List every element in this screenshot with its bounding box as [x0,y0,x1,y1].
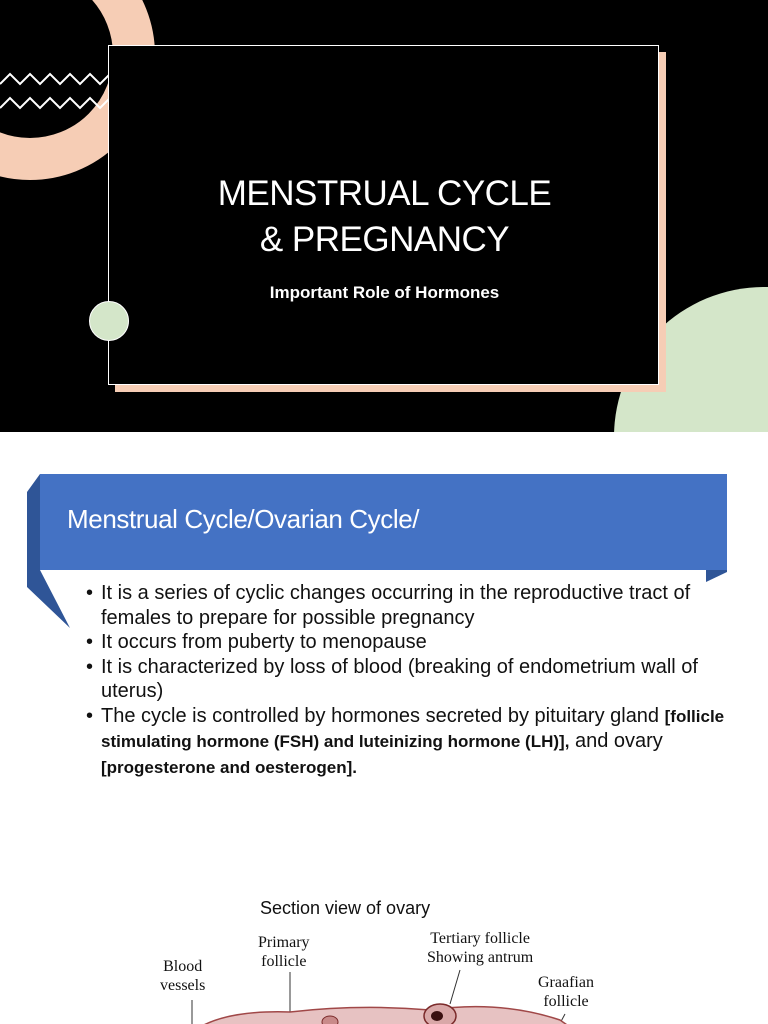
bullet-item: • It is characterized by loss of blood (breaking of endometrium wall of uterus) [86,655,726,704]
zigzag-decoration [0,66,110,116]
title-slide [0,0,768,432]
bullet-item-hormones [86,704,726,781]
bullet-list [86,581,726,780]
bullet-text: and ovary [569,730,663,752]
small-sage-circle-decoration [89,301,129,341]
label-graafian-follicle: Graafian follicle [538,974,594,1010]
content-slide [0,432,768,1024]
slide-title [109,171,660,263]
label-tertiary-follicle: Tertiary follicle Showing antrum [427,930,534,966]
label-primary-follicle: Primary follicle [258,934,310,970]
slide-heading: Menstrual Cycle/Ovarian Cycle/ [67,504,420,534]
slide-title-line1: MENSTRUAL CYCLE [217,174,552,213]
bullet-item: • It is a series of cyclic changes occurring in the reproductive tract of females to prepare for possible pregnancy [86,581,726,630]
ovary-drawing [140,892,640,1024]
bullet-text: The cycle is controlled by hormones secreted by pituitary gland [101,704,665,727]
heading-banner [40,474,727,570]
ovary-diagram [140,892,640,1024]
slide-subtitle: Important Role of Hormones [269,283,500,302]
diagram-title: Section view of ovary [260,898,431,918]
bullet-item: • It occurs from puberty to menopause [86,630,726,655]
title-box [108,45,659,385]
bullet-bold-text: [progesterone and oesterogen]. [101,757,357,777]
label-blood-vessels: Blood vessels [160,958,206,994]
bullet-bold-text: [follicle stimulating hormone (FSH) and luteinizing hormone (LH)], [101,706,725,751]
slide-title-line2: & PREGNANCY [259,220,510,259]
